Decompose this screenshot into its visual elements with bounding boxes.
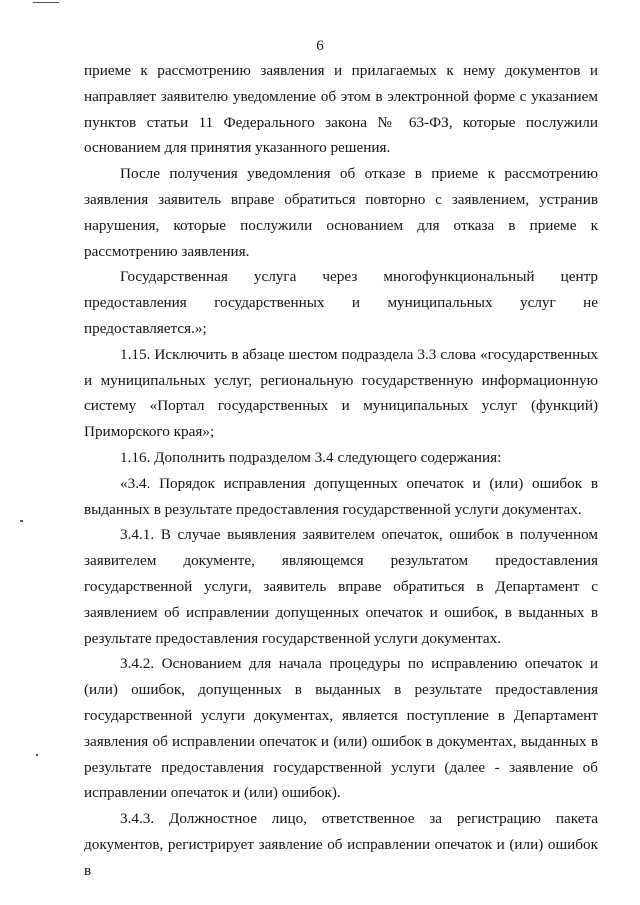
scan-artifact (20, 520, 23, 522)
paragraph-7: 3.4.1. В случае выявления заявителем опечаток, ошибок в полученном заявителем документе, являющемся результатом предоставления государственной услуги, заявитель вправе обратиться в Департамент с заявлением об исправлении допущенных опечаток и ошибок, в выданных в результате предоставления государственной услуги документах. (84, 526, 598, 647)
paragraph-9: 3.4.3. Должностное лицо, ответственное за регистрацию пакета документов, регистрирует заявление об исправлении опечаток и (или) ошибок в (84, 810, 598, 879)
paragraph-6: «3.4. Порядок исправления допущенных опечаток и (или) ошибок в выданных в результате предоставления государственной услуги документах. (84, 474, 598, 518)
scan-artifact (33, 2, 59, 3)
paragraph-1: приеме к рассмотрению заявления и прилагаемых к нему документов и направляет заявителю уведомление об этом в электронной форме с указанием пунктов статьи 11 Федерального закона № 63-ФЗ, которые послужили основанием для принятия указанного решения. (84, 62, 598, 157)
paragraph-3: Государственная услуга через многофункциональный центр предоставления государственных и муниципальных услуг не предоставляется.»; (84, 268, 598, 337)
paragraph-4: 1.15. Исключить в абзаце шестом подраздела 3.3 слова «государственных и муниципальных услуг, региональную государственную информационную систему «Портал государственных и муниципальных услуг (функций) Приморского края»; (84, 345, 598, 441)
paragraph-2: После получения уведомления об отказе в приеме к рассмотрению заявления заявитель вправе обратиться повторно с заявлением, устранив нарушения, которые послужили основанием для отказа в приеме к рассмотрению заявления. (84, 165, 598, 260)
paragraph-8: 3.4.2. Основанием для начала процедуры по исправлению опечаток и (или) ошибок, допущенных в выданных в результате предоставления государственной услуги документах, является поступление в Департамент заявления об исправлении опечаток и (или) ошибок в документах, выданных в результате предоставления государственной услуги (далее - заявление об исправлении опечаток и (или) ошибок). (84, 655, 598, 802)
paragraph-5: 1.16. Дополнить подразделом 3.4 следующего содержания: (120, 448, 502, 466)
page-number: 6 (316, 38, 324, 54)
document-body (84, 58, 598, 884)
scan-artifact (36, 754, 38, 756)
